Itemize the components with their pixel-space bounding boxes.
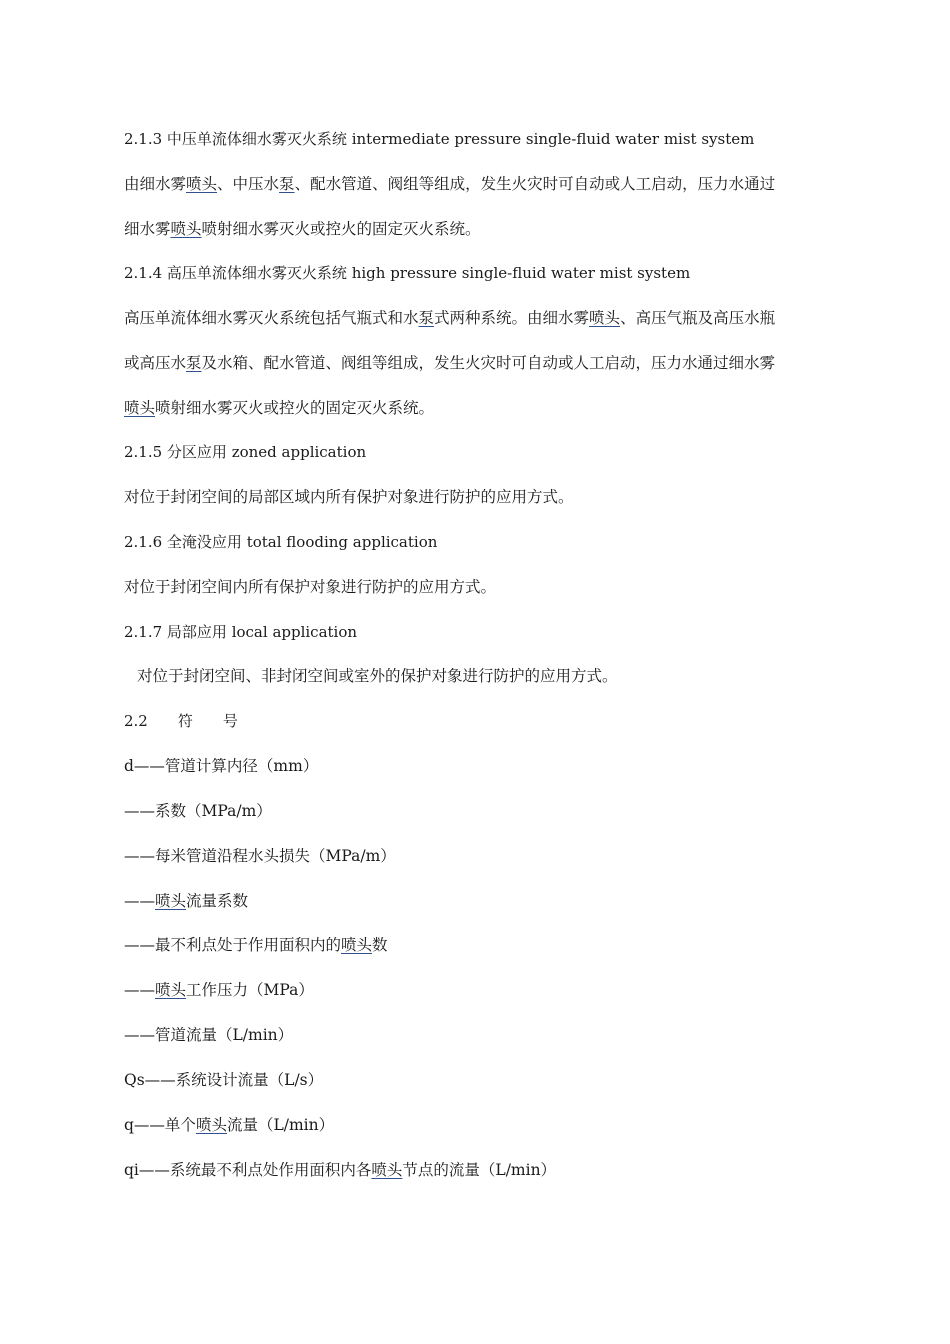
heading-number: 2.2 xyxy=(124,712,148,730)
text-run: 数 xyxy=(372,936,388,954)
section-2-1-6-heading: 2.1.6 全淹没应用 total flooding application xyxy=(124,533,438,551)
underlined-term: 喷头 xyxy=(195,1116,227,1134)
underlined-term: 喷头 xyxy=(170,220,202,238)
text-run: 、配水管道、阀组等组成，发生火灾时可自动或人工启动，压力水通过 xyxy=(294,175,776,193)
text-run: 流量（L/min） xyxy=(226,1116,335,1134)
underlined-term: 喷头 xyxy=(155,892,187,910)
underlined-term: 喷头 xyxy=(124,399,156,417)
text-run: 、中压水 xyxy=(217,175,280,193)
text-run: 细水雾 xyxy=(124,220,171,238)
underlined-term: 喷头 xyxy=(341,936,373,954)
section-2-1-5-body: 对位于封闭空间的局部区域内所有保护对象进行防护的应用方式。 xyxy=(124,488,574,506)
text-run: 喷射细水雾灭火或控火的固定灭火系统。 xyxy=(155,399,435,417)
text-run: 喷射细水雾灭火或控火的固定灭火系统。 xyxy=(201,220,481,238)
text-run: —— xyxy=(124,892,155,910)
section-2-1-3-body-line-1 xyxy=(124,173,840,195)
underlined-term: 泵 xyxy=(186,354,202,372)
text-run: 流量系数 xyxy=(186,892,249,910)
underlined-term: 喷头 xyxy=(155,981,187,999)
underlined-term: 喷头 xyxy=(186,175,218,193)
underlined-term: 泵 xyxy=(418,309,435,327)
heading-char: 符 xyxy=(177,712,193,730)
section-2-1-3-heading: 2.1.3 中压单流体细水雾灭火系统 intermediate pressure single-fluid water mist system xyxy=(124,130,755,148)
text-run: qi——系统最不利点处作用面积内各 xyxy=(124,1161,372,1179)
text-run: ——最不利点处于作用面积内的 xyxy=(124,936,342,954)
section-2-1-3-body-line-2 xyxy=(124,218,840,240)
symbol-q xyxy=(124,1114,840,1136)
symbol-head-loss: ——每米管道沿程水头损失（MPa/m） xyxy=(124,847,396,865)
section-2-1-4-body-line-2 xyxy=(124,352,840,374)
text-run: —— xyxy=(124,981,155,999)
section-2-1-7-body: 对位于封闭空间、非封闭空间或室外的保护对象进行防护的应用方式。 xyxy=(137,667,618,685)
text-run: q——单个 xyxy=(124,1116,196,1134)
text-run: 或高压水 xyxy=(124,354,187,372)
text-run: 节点的流量（L/min） xyxy=(402,1161,557,1179)
text-run: 及水箱、配水管道、阀组等组成，发生火灾时可自动或人工启动，压力水通过细水雾 xyxy=(201,354,776,372)
section-2-1-7-heading: 2.1.7 局部应用 local application xyxy=(124,623,358,641)
symbol-qs: Qs——系统设计流量（L/s） xyxy=(124,1071,324,1089)
symbol-working-pressure xyxy=(124,979,840,1001)
text-run: 由细水雾 xyxy=(124,175,187,193)
section-2-2-heading xyxy=(124,710,840,732)
symbol-d: d——管道计算内径（mm） xyxy=(124,757,319,775)
section-2-1-4-heading: 2.1.4 高压单流体细水雾灭火系统 high pressure single-fluid water mist system xyxy=(124,264,691,282)
underlined-term: 泵 xyxy=(279,175,295,193)
section-2-1-4-body-line-1 xyxy=(124,307,840,329)
symbol-nozzle-count xyxy=(124,934,840,956)
underlined-term: 喷头 xyxy=(589,309,621,327)
symbol-qi xyxy=(124,1159,840,1181)
symbol-pipe-flow: ——管道流量（L/min） xyxy=(124,1026,294,1044)
symbol-coefficient: ——系数（MPa/m） xyxy=(124,802,272,820)
section-2-1-5-heading: 2.1.5 分区应用 zoned application xyxy=(124,443,367,461)
section-2-1-4-body-line-3 xyxy=(124,397,840,419)
text-run: 高压单流体细水雾灭火系统包括气瓶式和水 xyxy=(124,309,419,327)
symbol-flow-coefficient xyxy=(124,890,840,912)
text-run: 工作压力（MPa） xyxy=(186,981,314,999)
text-run: 式两种系统。由细水雾 xyxy=(434,309,590,327)
section-2-1-6-body: 对位于封闭空间内所有保护对象进行防护的应用方式。 xyxy=(124,578,497,596)
text-run: 、高压气瓶及高压水瓶 xyxy=(620,309,776,327)
heading-char: 号 xyxy=(222,712,238,730)
underlined-term: 喷头 xyxy=(371,1161,403,1179)
